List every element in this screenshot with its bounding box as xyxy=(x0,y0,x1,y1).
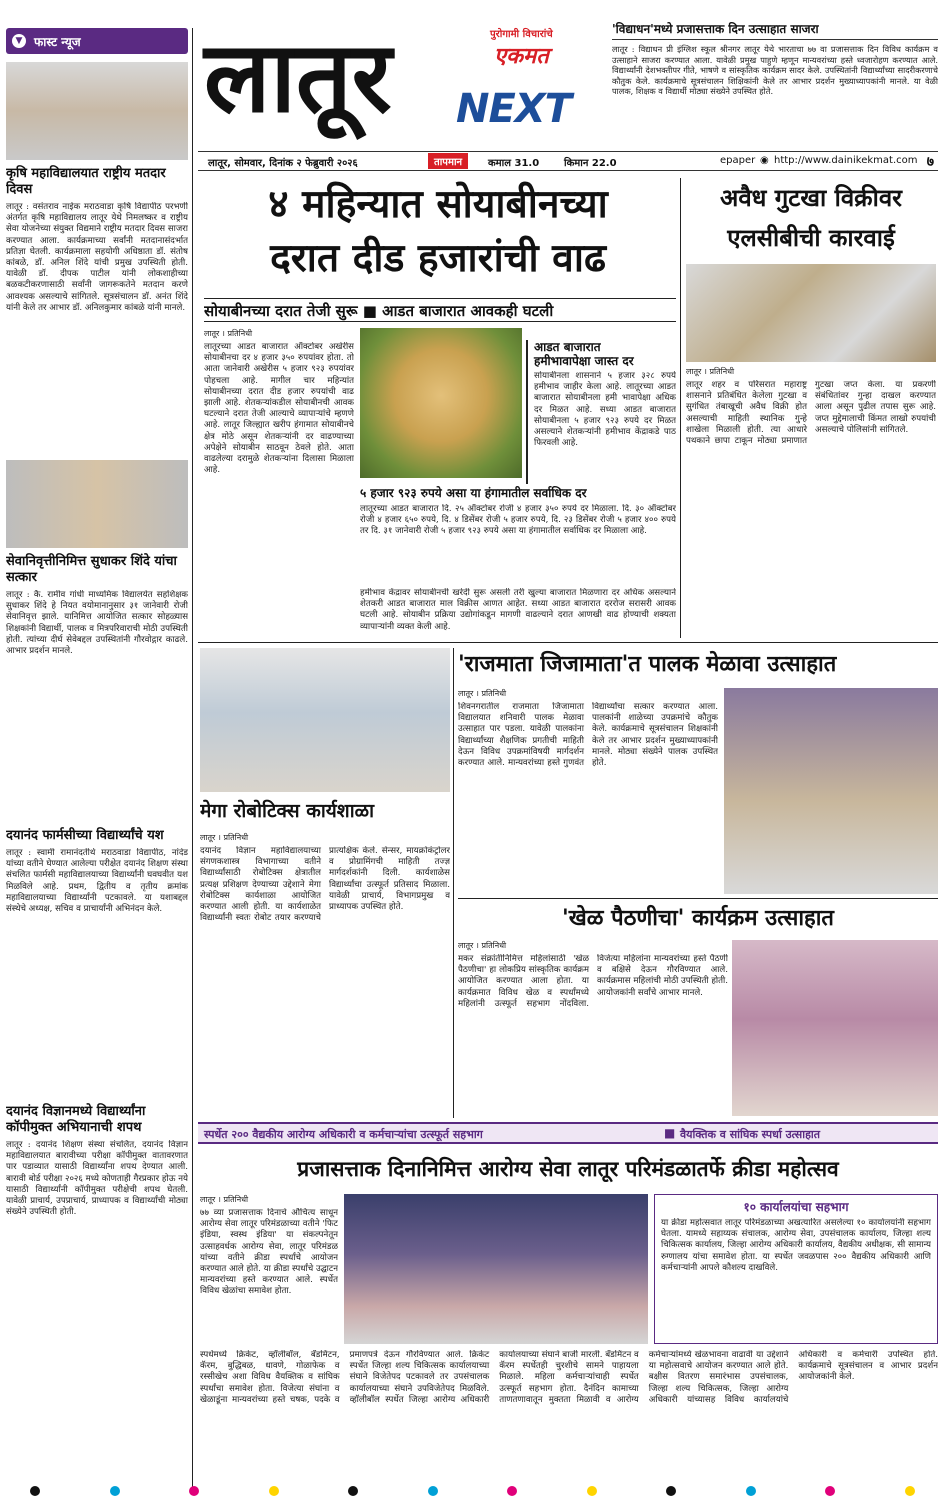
registration-mark xyxy=(905,1486,915,1496)
robotics-body: दयानंद विज्ञान महाविद्यालयाच्या संगणकशास्त्र विभागाच्या वतीने विद्यार्थ्यांसाठी रोबोटिक्स क्षेत्रातील प्रत्यक्ष प्रशिक्षण देण्याच्या उद्देशाने मेगा रोबोटिक्स कार्यशाळा आयोजित करण्यात आली होती. या कार्यशाळेत विद्यार्थ्यांनी स्वतः रोबोट तयार करण्याचे प्रात्यक्षिक केले. सेन्सर, मायक्रोकंट्रोलर व प्रोग्रामिंगची माहिती तज्ज्ञ मार्गदर्शकांनी दिली. कार्यशाळेस विद्यार्थ्यांचा उत्स्फूर्त प्रतिसाद मिळाला. यावेळी प्राचार्य, विभागप्रमुख व प्राध्यापक उपस्थित होते. xyxy=(200,846,450,924)
sports-lower xyxy=(200,1350,938,1478)
section-divider-1 xyxy=(198,642,938,643)
masthead-brand: एकमत xyxy=(494,44,549,69)
masthead-tagline: पुरोगामी विचारांचे xyxy=(490,29,553,40)
temperature-min: किमान 22.0 xyxy=(564,158,617,169)
sports-banner xyxy=(198,1122,938,1144)
robotics-body-wrap xyxy=(200,832,450,1116)
gutkha-photo xyxy=(686,264,936,362)
fast-news-label: फास्ट न्यूज xyxy=(34,34,81,49)
soybean-col-1 xyxy=(204,328,354,636)
rajmata-headline: 'राजमाता जिजामाता'त पालक मेळावा उत्साहात xyxy=(458,652,837,677)
section-divider-2 xyxy=(458,898,938,899)
soybean-divider xyxy=(680,178,681,638)
soybean-subhead: सोयाबीनच्या दरात तेजी सुरू ■ आडत बाजारात आवकही घटली xyxy=(204,298,676,322)
registration-mark xyxy=(30,1486,40,1496)
rajmata-body-wrap xyxy=(458,688,718,894)
sports-banner-separator: ■ xyxy=(664,1126,676,1140)
fast-news-column xyxy=(6,28,188,1490)
dateline-bar xyxy=(198,151,938,171)
masthead xyxy=(198,20,608,172)
sports-byline: लातूर । प्रतिनिधी xyxy=(200,1195,249,1204)
sports-box xyxy=(654,1194,938,1344)
registration-mark xyxy=(110,1486,120,1496)
khel-body-wrap xyxy=(458,940,728,1116)
robotics-divider xyxy=(453,648,454,1118)
sports-body-2: स्पर्धेमध्ये क्रिकेट, व्हॉलीबॉल, बॅडमिंटन, कॅरम, बुद्धिबळ, धावणे, गोळाफेक व रस्सीखेच अशा विविध वैयक्तिक व सांघिक स्पर्धांचा समावेश होता. विजेत्या संघांना व खेळाडूंना मान्यवरांच्या हस्ते चषक, पदके व प्रमाणपत्रे देऊन गौरविण्यात आले. क्रिकेट स्पर्धेत जिल्हा शल्य चिकित्सक कार्यालयाच्या संघाने विजेतेपद पटकावले तर उपसंचालक कार्यालयाच्या संघाने उपविजेतेपद मिळविले. व्हॉलीबॉल स्पर्धेत जिल्हा आरोग्य अधिकारी कार्यालयाच्या संघाने बाजी मारली. बॅडमिंटन व कॅरम स्पर्धेतही चुरशीचे सामने पाहायला मिळाले. महिला कर्मचाऱ्यांचाही स्पर्धेत उत्स्फूर्त सहभाग होता. दैनंदिन कामाच्या ताणतणावातून मुक्तता मिळावी व आरोग्य कर्मचाऱ्यांमध्ये खेळभावना वाढावी या उद्देशाने या महोत्सवाचे आयोजन करण्यात आले होते. बक्षीस वितरण समारंभास उपसंचालक, जिल्हा शल्य चिकित्सक, जिल्हा आरोग्य अधिकारी यांच्यासह विविध कार्यालयांचे अधिकारी व कर्मचारी उपस्थित होते. कार्यक्रमाचे सूत्रसंचालन व आभार प्रदर्शन आयोजकांनी केले. xyxy=(200,1350,938,1405)
vidyadhan-story xyxy=(612,22,938,148)
soybean-body-2: हमीभाव केंद्रावर सोयाबीनची खरेदी सुरू असली तरी खुल्या बाजारात मिळणारा दर अधिक असल्याने शेतकरी आडत बाजारात माल विक्रीस आणत आहेत. सध्या आडत बाजारात दररोज सरासरी आवक घटली आहे. सोयाबीन प्रक्रिया उद्योगांकडून मागणी वाढल्याने दरात आणखी वाढ होण्याची शक्यता व्यापाऱ्यांनी व्यक्त केली आहे. xyxy=(360,588,676,632)
gutkha-body-wrap xyxy=(686,366,936,638)
soybean-byline: लातूर । प्रतिनिधी xyxy=(204,329,253,338)
globe-icon: ◉ xyxy=(760,155,769,166)
temperature-max: कमाल 31.0 xyxy=(488,158,540,169)
gutkha-byline: लातूर । प्रतिनिधी xyxy=(686,367,735,376)
soybean-rate-body: लातूरच्या आडत बाजारात दि. २५ ऑक्टोबर रोजी ४ हजार ३५० रुपये दर मिळाला. दि. ३० ऑक्टोबर रोजी ४ हजार ६५० रुपये, दि. ४ डिसेंबर रोजी ५ हजार रुपये, दि. २३ डिसेंबर रोजी ५ हजार ४०० रुपये तर दि. ३१ जानेवारी रोजी ५ हजार ९२३ रुपये असा या हंगामातील सर्वाधिक दर मिळाला आहे. xyxy=(360,504,676,537)
registration-mark xyxy=(189,1486,199,1496)
sports-photo xyxy=(344,1194,648,1344)
robotics-byline: लातूर । प्रतिनिधी xyxy=(200,833,249,842)
vidyadhan-headline: 'विद्याधन'मध्ये प्रजासत्ताक दिन उत्साहात साजरा xyxy=(612,22,938,40)
soybean-box-headline-1: आडत बाजारात xyxy=(534,340,601,354)
soybean-col-2 xyxy=(360,328,522,484)
gutkha-body: लातूर शहर व परिसरात महाराष्ट्र शासनाने प्रतिबंधित केलेला गुटखा व सुगंधित तंबाखूची अवैध विक्री होत असल्याची माहिती स्थानिक गुन्हे शाखेला मिळाली होती. त्या आधारे पथकाने छापा टाकून मोठ्या प्रमाणात गुटखा जप्त केला. या प्रकरणी संबंधितांवर गुन्हा दाखल करण्यात आला असून पुढील तपास सुरू आहे. जप्त मुद्देमालाची किंमत लाखो रुपयांची असल्याचे पोलिसांनी सांगितले. xyxy=(686,380,936,447)
soybean-body-1: लातूरच्या आडत बाजारात ऑक्टोबर अखेरीस सोयाबीनचा दर ४ हजार ३५० रुपयांवर होता. तो आता जानेवारी अखेरीस ५ हजार ९२३ रुपयांवर पोहचला आहे. मागील चार महिन्यांत सोयाबीनच्या दरात दीड हजार रुपयांची वाढ झाली आहे. शेतकऱ्यांकडील सोयाबीनची आवक घटल्याने दरात तेजी आल्याचे व्यापाऱ्यांचे म्हणणे आहे. लातूर जिल्ह्यात खरीप हंगामात सोयाबीनचे क्षेत्र मोठे असून शेतकऱ्यांनी दर वाढण्याच्या अपेक्षेने सोयाबीन साठवून ठेवले होते. आता वाढलेल्या दरामुळे शेतकऱ्यांना दिलासा मिळाला आहे. xyxy=(204,342,354,476)
sports-body-1: ७७ व्या प्रजासत्ताक दिनाचे औचित्य साधून आरोग्य सेवा लातूर परिमंडळाच्या वतीने 'फिट इंडिया, स्वस्थ इंडिया' या संकल्पनेतून उत्साहवर्धक आरोग्य सेवा, लातूर परिमंडळ यांच्या वतीने क्रीडा स्पर्धांचे आयोजन करण्यात आले होते. या क्रीडा स्पर्धांचे उद्घाटन मान्यवरांच्या हस्ते करण्यात आले. स्पर्धेत विविध खेळांचा समावेश होता. xyxy=(200,1208,338,1297)
soybean-rate-box xyxy=(360,486,676,636)
khel-byline: लातूर । प्रतिनिधी xyxy=(458,941,507,950)
sports-col-1 xyxy=(200,1194,338,1344)
soybean-photo xyxy=(360,328,522,478)
sports-banner-left: स्पर्धेत २०० वैद्यकीय आरोग्य अधिकारी व कर्मचाऱ्यांचा उत्स्फूर्त सहभाग xyxy=(204,1128,483,1141)
registration-mark xyxy=(348,1486,358,1496)
chevron-down-icon: ▼ xyxy=(12,34,26,48)
masthead-title-next: NEXT xyxy=(456,86,571,132)
fast-news-body-4: लातूर : दयानंद शिक्षण संस्था संचलित, दयानंद विज्ञान महाविद्यालयात बारावीच्या परीक्षा कॉपीमुक्त वातावरणात पार पडाव्यात यासाठी विद्यार्थ्यांना शपथ देण्यात आली. बारावी बोर्ड परीक्षा २०२६ मध्ये कोणताही गैरप्रकार होऊ नये यासाठी विद्यार्थ्यांनी कॉपीमुक्त परीक्षेची शपथ घेतली. यावेळी प्राचार्य, उपप्राचार्य, प्राध्यापक व विद्यार्थ्यांची मोठ्या संख्येने उपस्थिती होती. xyxy=(6,1140,188,1218)
registration-mark xyxy=(825,1486,835,1496)
fast-news-headline-2: सेवानिवृत्तीनिमित्त सुधाकर शिंदे यांचा सत्कार xyxy=(6,554,177,585)
sports-box-headline: १० कार्यालयांचा सहभाग xyxy=(743,1200,849,1214)
sports-box-body: या क्रीडा महोत्सवात लातूर परिमंडळाच्या अखत्यारित असलेल्या १० कार्यालयांनी सहभाग घेतला. यामध्ये सहाय्यक संचालक, आरोग्य सेवा, उपसंचालक कार्यालय, जिल्हा शल्य चिकित्सक कार्यालय, जिल्हा आरोग्य अधिकारी कार्यालय, वैद्यकीय अधीक्षक, सी सामान्य रुग्णालय यांचा समावेश होता. या स्पर्धेत जवळपास २०० वैद्यकीय अधिकारी आणि कर्मचाऱ्यांनी आपले कौशल्य दाखविले. xyxy=(661,1218,931,1273)
fast-news-photo-1 xyxy=(6,62,188,160)
fast-news-headline-4: दयानंद विज्ञानमध्ये विद्यार्थ्यांना कॉपीमुक्त अभियानाची शपथ xyxy=(6,1104,146,1135)
vidyadhan-body: लातूर : विद्याधन प्री इंग्लिश स्कूल श्रीनगर लातूर येथे भारताचा ७७ वा प्रजासत्ताक दिन विविध कार्यक्रम व उत्साहाने साजरा करण्यात आला. यावेळी प्रमुख पाहुणे म्हणून मान्यवरांच्या हस्ते ध्वजारोहण करण्यात आले. विद्यार्थ्यांनी देशभक्तीपर गीते, भाषणे व सांस्कृतिक कार्यक्रम सादर केले. उपस्थितांनी विद्यार्थ्यांच्या सादरीकरणाचे कौतुक केले. कार्यक्रमाचे सूत्रसंचालन शिक्षिकांनी केले तर आभार प्रदर्शन मुख्याध्यापकांनी मानले. या वेळी पालक, शिक्षक व विद्यार्थी मोठ्या संख्येने उपस्थित होते. xyxy=(612,44,938,97)
khel-photo xyxy=(732,940,938,1116)
fast-news-header xyxy=(6,28,188,54)
rajmata-photo xyxy=(724,688,938,894)
registration-mark xyxy=(507,1486,517,1496)
registration-mark xyxy=(269,1486,279,1496)
fast-news-headline-1: कृषि महाविद्यालयात राष्ट्रीय मतदार दिवस xyxy=(6,166,166,197)
khel-headline: 'खेळ पैठणीचा' कार्यक्रम उत्साहात xyxy=(562,906,834,931)
epaper-url[interactable]: http://www.dainikekmat.com xyxy=(774,155,918,166)
fast-news-headline-3: दयानंद फार्मसीच्या विद्यार्थ्यांचे यश xyxy=(6,828,164,843)
fast-news-body-3: लातूर : स्वामी रामानंदतीर्थ मराठवाडा विद्यापीठ, नांदेड यांच्या वतीने घेण्यात आलेल्या परीक्षेत दयानंद शिक्षण संस्था संचलित फार्मसी महाविद्यालयाच्या विद्यार्थ्यांनी घवघवीत यश मिळविले आहे. प्रथम, द्वितीय व तृतीय क्रमांक महाविद्यालयाच्या विद्यार्थ्यांनी पटकावले. या यशाबद्दल संस्थेचे अध्यक्ष, सचिव व प्राचार्यांनी अभिनंदन केले. xyxy=(6,848,188,915)
robotics-photo xyxy=(200,648,450,792)
rajmata-byline: लातूर । प्रतिनिधी xyxy=(458,689,507,698)
fast-news-body-1: लातूर : वसंतराव नाईक मराठवाडा कृषि विद्यापीठ परभणी अंतर्गत कृषि महाविद्यालय लातूर येथे निमलष्कर व राष्ट्रीय सेवा योजनेच्या संयुक्त विद्यमाने राष्ट्रीय मतदार दिवस साजरा करण्यात आला. कार्यक्रमाच्या सर्वांनी मतदानासंदर्भात प्रतिज्ञा घेतली. कार्यक्रमाला सहयोगी अधिष्ठाता डॉ. संतोष कांबळे, डॉ. अनिल शिंदे यांची प्रमुख उपस्थिती होती. यावेळी डॉ. दीपक पाटील यांनी लोकशाहीच्या बळकटीकरणासाठी सर्वांनी जागरूकतेने मतदान करणे आवश्यक असल्याचे सांगितले. सूत्रसंचालन डॉ. अनंत शिंदे यांनी केले तर आभार डॉ. अनिलकुमार कांबळे यांनी मानले. xyxy=(6,202,188,313)
sports-banner-right: वैयक्तिक व सांघिक स्पर्धा उत्साहात xyxy=(680,1128,821,1141)
column-divider xyxy=(192,28,193,1490)
page-number: ७ xyxy=(926,154,934,170)
epaper-label: epaper xyxy=(720,155,756,166)
fast-news-body-2: लातूर : कै. रामीव गांधी माध्यमिक विद्यालयेत सहशिक्षक सुधाकर शिंदे हे नियत वयोमानानुसार ३१ जानेवारी रोजी सेवानिवृत्त झाले. यानिमित्त आयोजित सत्कार सोहळ्यास शिक्षकांनी विद्यार्थी, पालक व मित्रपरिवाराची मोठी उपस्थिती होती. त्यांच्या दीर्घ सेवेबद्दल उपस्थितांनी गौरवोद्गार काढले. आभार प्रदर्शन मानले. xyxy=(6,590,188,657)
registration-mark xyxy=(428,1486,438,1496)
soybean-box xyxy=(526,340,676,484)
soybean-rate-headline: ५ हजार ९२३ रुपये असा या हंगामातील सर्वाधिक दर xyxy=(360,486,587,500)
gutkha-headline xyxy=(684,178,938,262)
registration-marks xyxy=(0,1482,945,1496)
gutkha-headline-line-1: अवैध गुटखा विक्रीवर xyxy=(720,184,902,212)
soybean-headline xyxy=(200,178,676,294)
masthead-title-latur: लातूर xyxy=(204,21,392,135)
rajmata-body: शिवनगरातील राजमाता जिजामाता विद्यालयात शनिवारी पालक मेळावा उत्साहात पार पडला. यावेळी पालकांना विद्यार्थ्यांच्या शैक्षणिक प्रगतीची माहिती देऊन विविध उपक्रमांविषयी मार्गदर्शन करण्यात आले. मान्यवरांच्या हस्ते गुणवंत विद्यार्थ्यांचा सत्कार करण्यात आला. पालकांनी शाळेच्या उपक्रमांचे कौतुक केले. कार्यक्रमाचे सूत्रसंचालन शिक्षकांनी केले तर आभार प्रदर्शन मुख्याध्यापकांनी मानले. मोठ्या संख्येने पालक उपस्थित होते. xyxy=(458,702,718,769)
registration-strip xyxy=(0,1482,945,1501)
sports-headline: प्रजासत्ताक दिनानिमित्त आरोग्य सेवा लातूर परिमंडळातर्फे क्रीडा महोत्सव xyxy=(297,1157,839,1181)
registration-mark xyxy=(666,1486,676,1496)
fast-news-photo-2 xyxy=(6,460,188,548)
soybean-box-headline-2: हमीभावापेक्षा जास्त दर xyxy=(534,354,634,368)
khel-body: मकर संक्रांतीनिमित्त महिलांसाठी 'खेळ पैठणीचा' हा लोकप्रिय सांस्कृतिक कार्यक्रम आयोजित करण्यात आला होता. या कार्यक्रमात विविध खेळ व स्पर्धांमध्ये महिलांनी उत्स्फूर्त सहभाग नोंदविला. विजेत्या महिलांना मान्यवरांच्या हस्ते पैठणी व बक्षिसे देऊन गौरविण्यात आले. कार्यक्रमास महिलांची मोठी उपस्थिती होती. आयोजकांनी सर्वांचे आभार मानले. xyxy=(458,954,728,1009)
registration-mark xyxy=(587,1486,597,1496)
soybean-headline-line-2: दरात दीड हजारांची वाढ xyxy=(270,236,606,281)
soybean-box-body: सोयाबीनला शासनाने ५ हजार ३२८ रुपये हमीभाव जाहीर केला आहे. लातूरच्या आडत बाजारात सोयाबीनला हमी भावापेक्षा अधिक दर मिळत आहे. सध्या आडत बाजारात सोयाबीनला ५ हजार ९२३ रुपये दर मिळत असल्याने शेतकऱ्यांनी हमीभाव केंद्राकडे पाठ फिरवली आहे. xyxy=(534,371,676,449)
registration-mark xyxy=(746,1486,756,1496)
gutkha-headline-line-2: एलसीबीची कारवाई xyxy=(727,224,895,252)
temperature-label: तापमान xyxy=(428,153,468,169)
dateline: लातूर, सोमवार, दिनांक २ फेब्रुवारी २०२६ xyxy=(208,158,358,169)
soybean-headline-line-1: ४ महिन्यात सोयाबीनच्या xyxy=(268,182,608,227)
robotics-headline: मेगा रोबोटिक्स कार्यशाळा xyxy=(200,800,374,822)
